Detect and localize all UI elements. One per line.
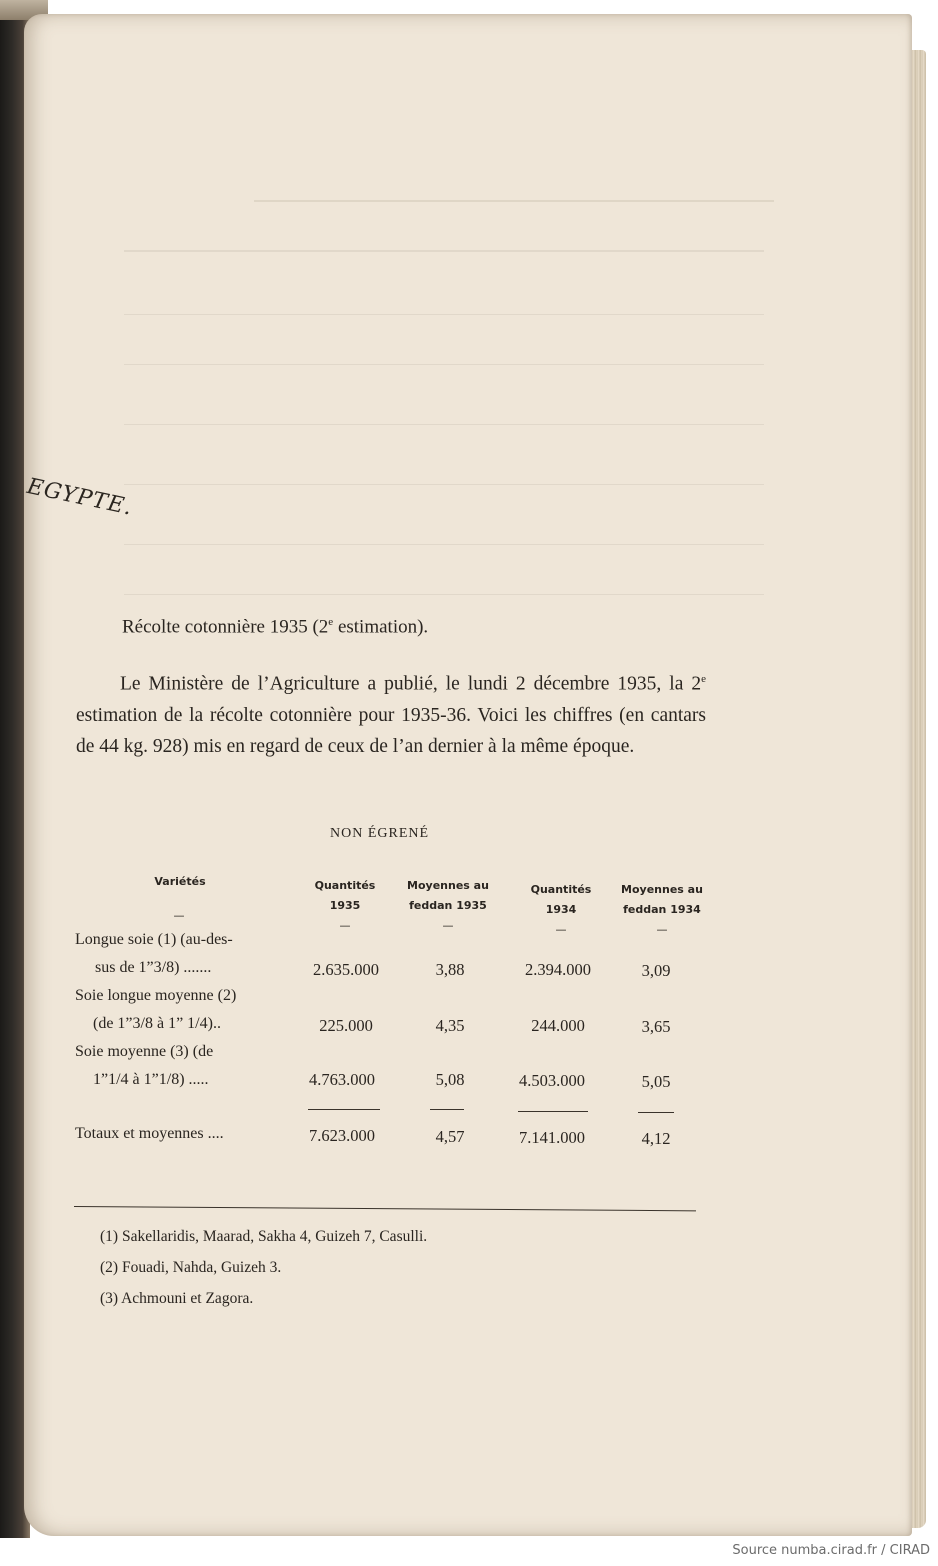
sum-rule [430, 1109, 464, 1110]
cell-m1935: 3,88 [435, 960, 465, 979]
footnote: (3) Achmouni et Zagora. [100, 1290, 254, 1307]
bleed-through [254, 200, 774, 202]
table-heading: NON ÉGRENÉ [330, 826, 430, 841]
bleed-through [124, 364, 764, 365]
table-row-label: Soie longue moyenne (2) (de 1”3/8 à 1” 1/4).. [75, 987, 237, 1032]
cell-q1934: 244.000 [531, 1016, 585, 1035]
intro-paragraph: Le Ministère de l’Agriculture a publié, le lundi 2 décembre 1935, la 2e estimation de la récolte cotonnière pour 1935-36. Voici les chiffres (en cantars de 44 kg. 928) mis en regard de ceux de l’an dernier à la même époque. [76, 673, 706, 757]
footnote: (1) Sakellaridis, Maarad, Sakha 4, Guizeh 7, Casulli. [100, 1228, 428, 1245]
margin-note-country: EGYPTE. [24, 474, 135, 521]
table-row-label: Soie moyenne (3) (de 1”1/4 à 1”1/8) ..... [75, 1043, 214, 1088]
total-q1935: 7.623.000 [309, 1126, 375, 1145]
cell-m1935: 5,08 [435, 1070, 465, 1089]
col-header-quantites-1934: Quantités 1934 — [530, 883, 592, 936]
cell-q1935: 4.763.000 [309, 1070, 375, 1089]
cell-q1934: 4.503.000 [519, 1071, 585, 1090]
col-header-varietes: Variétés [154, 875, 206, 888]
section-title: Récolte cotonnière 1935 (2e estimation). [122, 616, 429, 638]
sum-rule [308, 1109, 380, 1110]
total-m1934: 4,12 [641, 1129, 671, 1148]
col-header-dash: — [173, 909, 185, 922]
sum-rule [518, 1111, 588, 1112]
cell-q1934: 2.394.000 [525, 960, 591, 979]
bleed-through [124, 484, 764, 485]
cell-m1934: 3,65 [641, 1017, 671, 1036]
cell-q1935: 2.635.000 [313, 960, 379, 979]
bleed-through [124, 250, 764, 252]
col-header-quantites-1935: Quantités 1935 — [314, 879, 376, 932]
total-m1935: 4,57 [435, 1127, 465, 1146]
totals-label: Totaux et moyennes .... [75, 1125, 224, 1142]
cell-m1935: 4,35 [435, 1016, 465, 1035]
footnote: (2) Fouadi, Nahda, Guizeh 3. [100, 1259, 282, 1276]
bleed-through [124, 594, 764, 595]
sum-rule [638, 1112, 674, 1113]
table-row-label: Longue soie (1) (au-des- sus de 1”3/8) ....... [75, 931, 233, 976]
cell-q1935: 225.000 [319, 1016, 373, 1035]
bleed-through [124, 424, 764, 425]
bleed-through [124, 544, 764, 545]
bleed-through [124, 314, 764, 315]
source-credit: Source numba.cirad.fr / CIRAD [732, 1543, 930, 1558]
cell-m1934: 3,09 [641, 961, 671, 980]
col-header-moyennes-1935: Moyennes au feddan 1935 — [407, 879, 489, 932]
total-q1934: 7.141.000 [519, 1128, 585, 1147]
col-header-moyennes-1934: Moyennes au feddan 1934 — [621, 883, 703, 936]
cell-m1934: 5,05 [641, 1072, 671, 1091]
